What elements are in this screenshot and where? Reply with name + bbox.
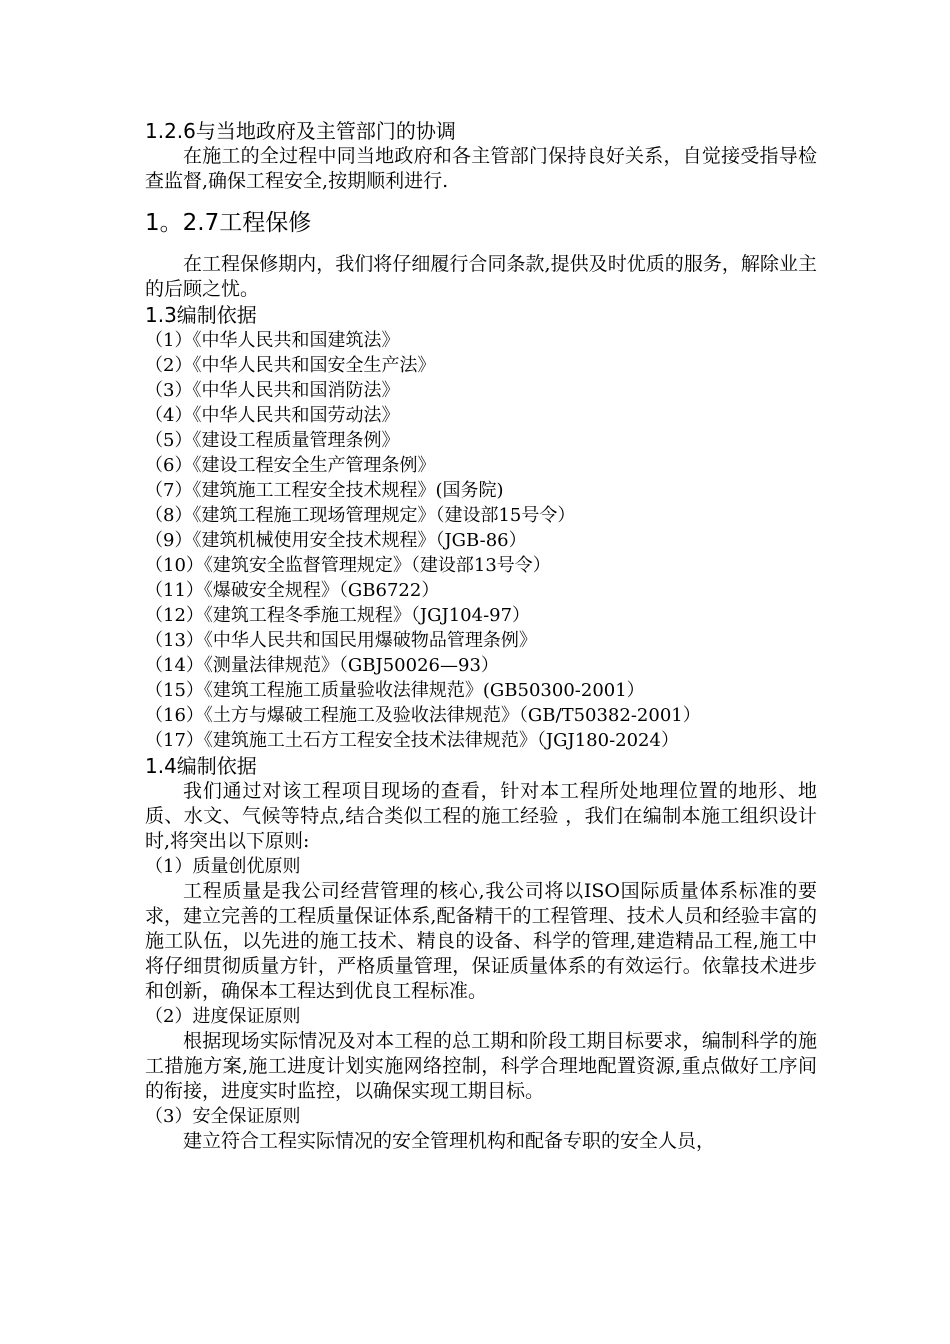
paragraph-coordination: 在施工的全过程中同当地政府和各主管部门保持良好关系，自觉接受指导检查监督,确保工程安全,按期顺利进行. (145, 145, 817, 192)
list-item: （12）《建筑工程冬季施工规程》（JGJ104-97） (145, 605, 531, 626)
paragraph-warranty: 在工程保修期内，我们将仔细履行合同条款,提供及时优质的服务，解除业主的后顾之忧。 (145, 253, 817, 300)
list-item: （8）《建筑工程施工现场管理规定》（建设部15号令） (145, 505, 576, 526)
principle-quality-text: 工程质量是我公司经营管理的核心,我公司将以ISO国际质量体系标准的要求，建立完善的工程质量保证体系,配备精干的工程管理、技术人员和经验丰富的施工队伍，以先进的施工技术、精良的设备、科学的管理,建造精品工程,施工中将仔细贯彻质量方针，严格质量管理，保证质量体系的有效运行。依靠技术进步和创新，确保本工程达到优良工程标准。 (145, 880, 817, 1002)
heading-1-2-7: 1。2.7工程保修 (145, 210, 312, 236)
paragraph-principles-intro: 我们通过对该工程项目现场的查看，针对本工程所处地理位置的地形、地质、水文、气候等特点,结合类似工程的施工经验 ，我们在编制本施工组织设计时,将突出以下原则: (145, 780, 817, 852)
list-item: （17）《建筑施工土石方工程安全技术法律规范》（JGJ180-2024） (145, 730, 679, 751)
list-item: （4）《中华人民共和国劳动法》 (145, 405, 400, 426)
list-item: （16）《土方与爆破工程施工及验收法律规范》（GB/T50382-2001） (145, 705, 701, 726)
list-item: （5）《建设工程质量管理条例》 (145, 430, 400, 451)
principle-schedule-text: 根据现场实际情况及对本工程的总工期和阶段工期目标要求，编制科学的施工措施方案,施工进度计划实施网络控制，科学合理地配置资源,重点做好工序间的衔接，进度实时监控，以确保实现工期目标。 (145, 1030, 817, 1102)
heading-1-4: 1.4编制依据 (145, 754, 257, 778)
basis-list (145, 328, 817, 753)
principle-safety-title: （3）安全保证原则 (145, 1106, 301, 1127)
heading-1-2-6: 1.2.6与当地政府及主管部门的协调 (145, 119, 456, 143)
list-item: （7）《建筑施工工程安全技术规程》(国务院) (145, 480, 504, 501)
list-item: （10）《建筑安全监督管理规定》（建设部13号令） (145, 555, 551, 576)
list-item: （14）《测量法律规范》（GBJ50026—93） (145, 655, 499, 676)
heading-1-3: 1.3编制依据 (145, 303, 257, 327)
principle-schedule-title: （2）进度保证原则 (145, 1006, 301, 1027)
list-item: （6）《建设工程安全生产管理条例》 (145, 455, 436, 476)
list-item: （1）《中华人民共和国建筑法》 (145, 330, 400, 351)
document-body (145, 118, 817, 1154)
principle-safety-text: 建立符合工程实际情况的安全管理机构和配备专职的安全人员， (183, 1130, 716, 1152)
list-item: （9）《建筑机械使用安全技术规程》（JGB-86） (145, 530, 527, 551)
list-item: （13）《中华人民共和国民用爆破物品管理条例》 (145, 630, 537, 651)
list-item: （2）《中华人民共和国安全生产法》 (145, 355, 436, 376)
list-item: （11）《爆破安全规程》（GB6722） (145, 580, 440, 601)
list-item: （3）《中华人民共和国消防法》 (145, 380, 400, 401)
principle-quality-title: （1）质量创优原则 (145, 856, 301, 877)
list-item: （15）《建筑工程施工质量验收法律规范》(GB50300-2001） (145, 680, 645, 701)
